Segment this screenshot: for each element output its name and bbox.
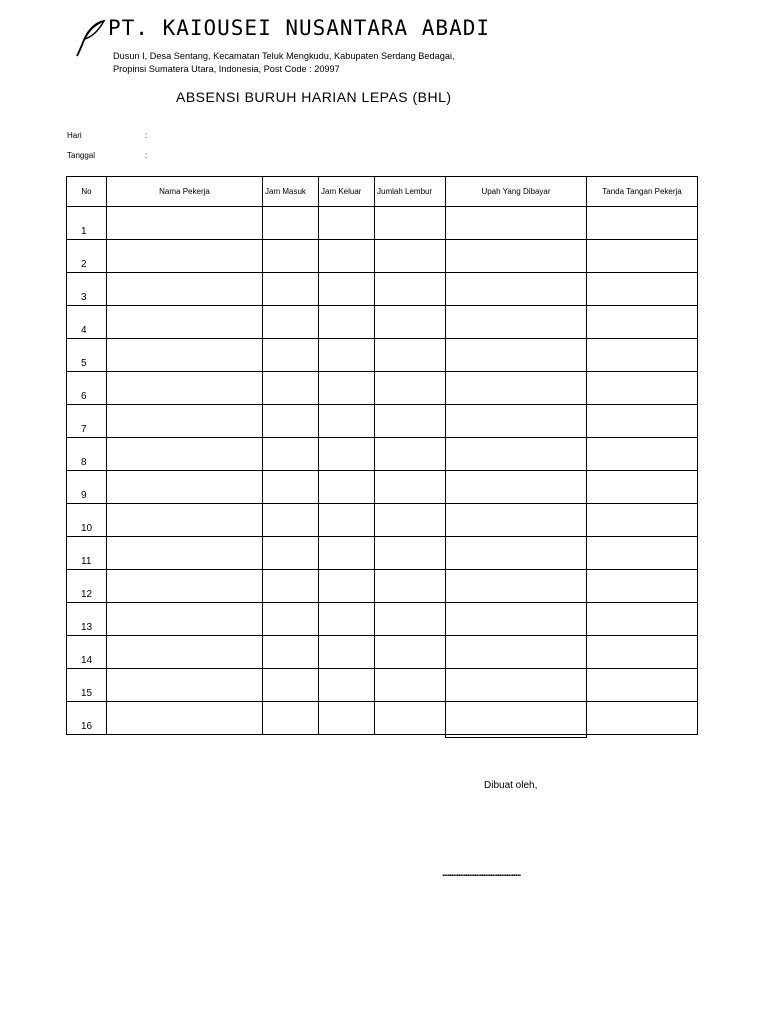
- jam-keluar-cell: [319, 471, 375, 504]
- column-header-jam-masuk: Jam Masuk: [263, 177, 319, 207]
- table-row: [67, 537, 698, 570]
- row-number: 9: [67, 471, 107, 504]
- row-number: 10: [67, 504, 107, 537]
- jam-keluar-cell: [319, 438, 375, 471]
- jumlah-lembur-cell: [375, 669, 446, 702]
- signature-line: ............................................: [442, 868, 521, 879]
- row-number: 13: [67, 603, 107, 636]
- jumlah-lembur-cell: [375, 372, 446, 405]
- jam-keluar-cell: [319, 273, 375, 306]
- jam-keluar-cell: [319, 636, 375, 669]
- table-row: [67, 207, 698, 240]
- attendance-table: [66, 176, 698, 735]
- jam-masuk-cell: [263, 273, 319, 306]
- upah-cell: [446, 207, 587, 240]
- jam-masuk-cell: [263, 207, 319, 240]
- jam-masuk-cell: [263, 372, 319, 405]
- row-number: 6: [67, 372, 107, 405]
- nama-pekerja-cell: [107, 702, 263, 735]
- table-row: [67, 702, 698, 735]
- upah-cell: [446, 240, 587, 273]
- upah-cell: [446, 372, 587, 405]
- jam-keluar-cell: [319, 306, 375, 339]
- nama-pekerja-cell: [107, 603, 263, 636]
- jumlah-lembur-cell: [375, 471, 446, 504]
- nama-pekerja-cell: [107, 240, 263, 273]
- column-header-no: No: [67, 177, 107, 207]
- jam-masuk-cell: [263, 438, 319, 471]
- jam-masuk-cell: [263, 537, 319, 570]
- jam-keluar-cell: [319, 603, 375, 636]
- tanda-tangan-cell: [587, 702, 698, 735]
- nama-pekerja-cell: [107, 438, 263, 471]
- tanda-tangan-cell: [587, 603, 698, 636]
- table-row: [67, 438, 698, 471]
- upah-cell: [446, 471, 587, 504]
- jumlah-lembur-cell: [375, 273, 446, 306]
- upah-total-box: [445, 706, 587, 738]
- tanda-tangan-cell: [587, 207, 698, 240]
- jumlah-lembur-cell: [375, 537, 446, 570]
- tanggal-label: Tanggal: [67, 151, 96, 160]
- table-row: [67, 240, 698, 273]
- jumlah-lembur-cell: [375, 306, 446, 339]
- jam-keluar-cell: [319, 702, 375, 735]
- row-number: 1: [67, 207, 107, 240]
- jumlah-lembur-cell: [375, 339, 446, 372]
- jam-masuk-cell: [263, 240, 319, 273]
- table-row: [67, 405, 698, 438]
- row-number: 4: [67, 306, 107, 339]
- upah-cell: [446, 306, 587, 339]
- column-header-upah: Upah Yang Dibayar: [446, 177, 587, 207]
- jam-masuk-cell: [263, 405, 319, 438]
- upah-cell: [446, 570, 587, 603]
- jumlah-lembur-cell: [375, 438, 446, 471]
- tanda-tangan-cell: [587, 405, 698, 438]
- row-number: 15: [67, 669, 107, 702]
- tanda-tangan-cell: [587, 471, 698, 504]
- jam-keluar-cell: [319, 570, 375, 603]
- nama-pekerja-cell: [107, 306, 263, 339]
- table-row: [67, 669, 698, 702]
- jam-keluar-cell: [319, 207, 375, 240]
- tanda-tangan-cell: [587, 240, 698, 273]
- jam-masuk-cell: [263, 504, 319, 537]
- jumlah-lembur-cell: [375, 636, 446, 669]
- nama-pekerja-cell: [107, 207, 263, 240]
- address-line-1: Dusun I, Desa Sentang, Kecamatan Teluk Mengkudu, Kabupaten Serdang Bedagai,: [113, 51, 455, 61]
- tanggal-colon: :: [145, 151, 148, 160]
- nama-pekerja-cell: [107, 405, 263, 438]
- table-row: [67, 570, 698, 603]
- table-header-row: [67, 177, 698, 207]
- table-row: [67, 471, 698, 504]
- jam-keluar-cell: [319, 405, 375, 438]
- nama-pekerja-cell: [107, 669, 263, 702]
- jumlah-lembur-cell: [375, 405, 446, 438]
- nama-pekerja-cell: [107, 537, 263, 570]
- tanda-tangan-cell: [587, 504, 698, 537]
- column-header-tanda-tangan: Tanda Tangan Pekerja: [587, 177, 698, 207]
- jumlah-lembur-cell: [375, 504, 446, 537]
- tanda-tangan-cell: [587, 537, 698, 570]
- table-row: [67, 273, 698, 306]
- row-number: 7: [67, 405, 107, 438]
- nama-pekerja-cell: [107, 570, 263, 603]
- jam-masuk-cell: [263, 471, 319, 504]
- table-body: [67, 207, 698, 735]
- jam-keluar-cell: [319, 504, 375, 537]
- table-row: [67, 306, 698, 339]
- upah-cell: [446, 636, 587, 669]
- nama-pekerja-cell: [107, 471, 263, 504]
- table-row: [67, 603, 698, 636]
- jam-masuk-cell: [263, 306, 319, 339]
- table-row: [67, 339, 698, 372]
- tanda-tangan-cell: [587, 438, 698, 471]
- nama-pekerja-cell: [107, 339, 263, 372]
- upah-cell: [446, 669, 587, 702]
- tanda-tangan-cell: [587, 306, 698, 339]
- jumlah-lembur-cell: [375, 603, 446, 636]
- tanda-tangan-cell: [587, 636, 698, 669]
- hari-label: Hari: [67, 131, 82, 140]
- upah-cell: [446, 603, 587, 636]
- jam-masuk-cell: [263, 636, 319, 669]
- jam-masuk-cell: [263, 570, 319, 603]
- jam-masuk-cell: [263, 603, 319, 636]
- upah-cell: [446, 273, 587, 306]
- tanda-tangan-cell: [587, 570, 698, 603]
- table-row: [67, 372, 698, 405]
- jumlah-lembur-cell: [375, 240, 446, 273]
- upah-cell: [446, 537, 587, 570]
- jam-keluar-cell: [319, 537, 375, 570]
- jam-keluar-cell: [319, 339, 375, 372]
- row-number: 16: [67, 702, 107, 735]
- row-number: 14: [67, 636, 107, 669]
- jam-masuk-cell: [263, 702, 319, 735]
- nama-pekerja-cell: [107, 372, 263, 405]
- tanda-tangan-cell: [587, 273, 698, 306]
- upah-cell: [446, 405, 587, 438]
- jumlah-lembur-cell: [375, 207, 446, 240]
- column-header-nama-pekerja: Nama Pekerja: [107, 177, 263, 207]
- document-title: ABSENSI BURUH HARIAN LEPAS (BHL): [176, 89, 452, 105]
- row-number: 3: [67, 273, 107, 306]
- jumlah-lembur-cell: [375, 570, 446, 603]
- feather-quill-icon: [74, 18, 108, 58]
- tanda-tangan-cell: [587, 339, 698, 372]
- company-name: PT. KAIOUSEI NUSANTARA ABADI: [108, 16, 491, 40]
- nama-pekerja-cell: [107, 504, 263, 537]
- row-number: 8: [67, 438, 107, 471]
- column-header-jumlah-lembur: Jumlah Lembur: [375, 177, 446, 207]
- jam-keluar-cell: [319, 669, 375, 702]
- jam-keluar-cell: [319, 240, 375, 273]
- column-header-jam-keluar: Jam Keluar: [319, 177, 375, 207]
- nama-pekerja-cell: [107, 636, 263, 669]
- tanda-tangan-cell: [587, 669, 698, 702]
- row-number: 5: [67, 339, 107, 372]
- jumlah-lembur-cell: [375, 702, 446, 735]
- address-line-2: Propinsi Sumatera Utara, Indonesia, Post Code : 20997: [113, 64, 340, 74]
- upah-cell: [446, 339, 587, 372]
- tanda-tangan-cell: [587, 372, 698, 405]
- nama-pekerja-cell: [107, 273, 263, 306]
- jam-keluar-cell: [319, 372, 375, 405]
- table-row: [67, 504, 698, 537]
- upah-cell: [446, 438, 587, 471]
- jam-masuk-cell: [263, 339, 319, 372]
- upah-cell: [446, 504, 587, 537]
- company-address: [113, 50, 455, 76]
- jam-masuk-cell: [263, 669, 319, 702]
- signature-label: Dibuat oleh,: [484, 780, 538, 791]
- row-number: 2: [67, 240, 107, 273]
- table-row: [67, 636, 698, 669]
- hari-colon: :: [145, 131, 148, 140]
- row-number: 12: [67, 570, 107, 603]
- row-number: 11: [67, 537, 107, 570]
